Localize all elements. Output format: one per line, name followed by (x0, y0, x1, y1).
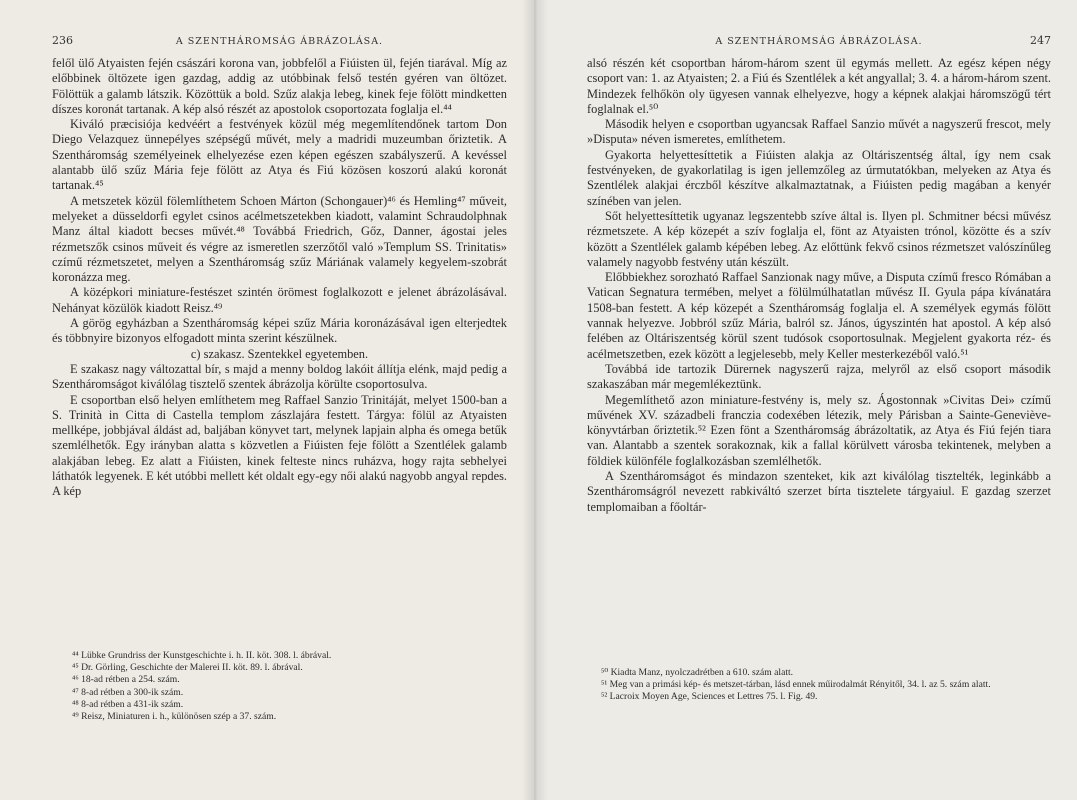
paragraph: Előbbiekhez sorozható Raffael Sanzionak nagy műve, a Disputa czímű fresco Rómában a Vatican Segnatura termében, melyet a fölülmúlhatatlan művész II. Gyula pápa kívánatára 1508-ban festett. A kép közepét a Szentháromság foglalja el. A személyek egymás fölött vannak helyezve. Jobbról szűz Mária, balról sz. János, úgyszintén hat apostol. A kép alsó felében az Oltáriszentség körül szent tudósok csoportosulnak. Megjelent gyakorta réz- és acélmetszetben, ezek között a legjelesebb, mely Keller mesterkezéből való.⁵¹ (587, 270, 1051, 361)
footnote: ⁵⁰ Kiadta Manz, nyolczadrétben a 610. szám alatt. (601, 667, 794, 678)
paragraph: Továbbá ide tartozik Dürernek nagyszerű rajza, melyről az első csoport második szakaszában már megemlékeztünk. (587, 361, 1051, 392)
footnote: ⁵² Lacroix Moyen Age, Sciences et Lettres 75. l. Fig. 49. (601, 691, 818, 703)
paragraph: A Szentháromságot és mindazon szenteket, kik azt kiválólag tisztelték, leginkább a Szentháromságról nevezett rabkiváltó szerzet bírta tisztelete tárgyaiul. E gazdag szerzet templomaiban a főoltár- (587, 469, 1051, 514)
paragraph: Második helyen e csoportban ugyancsak Raffael Sanzio művét a nagyszerű frescot, mely »Disputa» néven ismeretes, említhetem. (587, 117, 1051, 147)
paragraph: A metszetek közül fölemlíthetem Schoen Márton (Schongauer)⁴⁶ és Hemling⁴⁷ műveit, melyeket a düsseldorfi egylet csinos acélmetszetekben kiadott, valamint Schraudolphnak Manz által kiadott becses művét.⁴⁸ Továbbá Friedrich, Gőz, Danner, ágostai jeles rézmetszők csinos műveit és végre az ismeretlen szerzőtől való »Templum SS. Trinitatis» czímű rézmetszetet, melyen a Szentháromság szűz Máriának valamely kegyelem-szobrát koronázza meg. (52, 193, 507, 285)
paragraph: Gyakorta helyettesíttetik a Fiúisten alakja az Oltáriszentség által, így nem csak festvényeken, de gyakorlatilag is igen jellemzőleg az úrmutatókban, melyeken az Atya és Szentlélek alakjai érczből készítve alkalmaztatnak, a Fiúisten pedig magában a kenyér színében van jelen. (587, 147, 1051, 208)
footnote: ⁴⁹ Reisz, Miniaturen i. h., különösen szép a 37. szám. (72, 711, 277, 723)
footnote: ⁴⁵ Dr. Görling, Geschichte der Malerei II. köt. 89. l. ábrával. (72, 662, 303, 674)
footnote: ⁴⁷ 8-ad rétben a 300-ik szám. (72, 686, 184, 698)
footnote: ⁴⁸ 8-ad rétben a 431-ik szám. (72, 698, 184, 710)
footnote: ⁴⁶ 18-ad rétben a 254. szám. (72, 674, 180, 686)
book-gutter (522, 0, 548, 800)
left-footnotes (0, 650, 535, 723)
paragraph: Megemlíthető azon miniature-festvény is, mely sz. Ágostonnak »Civitas Dei» czímű művének XV. századbeli franczia codexében létezik, mely Párisban a Sainte-Geneviève-könyvtárban őriztetik.⁵² Ezen fönt a Szentháromság ábrázoltatik, az Atya és Fiú fején tiara van. Alantabb a szentek sorakoznak, kik a fallal körülvett városba tekintenek, melyben a földiek különféle foglalkozásban szemlélhetők. (587, 392, 1051, 468)
right-page-body (587, 56, 1051, 515)
right-running-head: A SZENTHÁROMSÁG ÁBRÁZOLÁSA. (715, 36, 923, 47)
right-page (535, 0, 1077, 800)
paragraph: felől ülő Atyaisten fején császári korona van, jobbfelől a Fiúisten ül, fején tiarával. Míg az előbbinek öltözete igen gazdag, addig az utóbbinak felső testén gyéren van öltözet. Fölöttük a galamb látszik. Közöttük a bold. Szűz alakja lebeg, kinek feje fölött mindketten díszes koronát tartanak. A kép alsó részét az apostolok csoportozata foglalja el.⁴⁴ (52, 56, 507, 116)
paragraph: E szakasz nagy változattal bír, s majd a menny boldog lakóit állítja elénk, majd pedig a Szentháromságot kiválólag tisztelő szentek ábrázolja körülte csoportosulva. (52, 361, 507, 392)
right-page-header (587, 36, 1051, 56)
left-page-body (52, 56, 507, 500)
left-page-header (52, 36, 507, 56)
left-page (0, 0, 535, 800)
paragraph: alsó részén két csoportban három-három szent ül egymás mellett. Az egész képen négy csoport van: 1. az Atyaisten; 2. a Fiú és Szentlélek a két angyallal; 3. 4. a három-három szent. Mindezek felhőkön oly ügyesen vannak elhelyezve, hogy a képnek alakjai háromszögű tért foglalnak el.⁵⁰ (587, 56, 1051, 116)
paragraph: Sőt helyettesíttetik ugyanaz legszentebb szíve által is. Ilyen pl. Schmitner bécsi művész rézmetszete. A kép közepét a szív foglalja el, fönt az Atyaisten trónol, közötte és a szív között a Szentlélek galamb képében lebeg. Az előttünk fekvő csinos rézmetszet valószínűleg valamely nagyobb festvény után készült. (587, 208, 1051, 269)
right-footnotes (535, 667, 1077, 704)
left-page-number: 236 (52, 34, 73, 47)
right-page-number: 247 (1030, 34, 1051, 47)
paragraph: A görög egyházban a Szentháromság képei szűz Mária koronázásával igen elterjedtek és többnyire bizonyos elfogadott minta szerint készülnek. (52, 316, 507, 346)
footnote: ⁵¹ Meg van a primási kép- és metszet-tárban, lásd ennek műirodalmát Rényitől, 34. l. az 5. szám alatt. (601, 679, 991, 691)
paragraph: A középkori miniature-festészet szintén örömest foglalkozott e jelenet ábrázolásával. Nehányat közülök kiadott Reisz.⁴⁹ (52, 285, 507, 315)
footnote: ⁴⁴ Lübke Grundriss der Kunstgeschichte i. h. II. köt. 308. l. ábrával. (72, 650, 332, 661)
left-running-head: A SZENTHÁROMSÁG ÁBRÁZOLÁSA. (175, 36, 384, 47)
section-heading: c) szakasz. Szentekkel egyetemben. (190, 346, 369, 361)
paragraph: Kiváló præcisiója kedvéért a festvények közül még megemlítendőnek tartom Don Diego Velazquez ünnepélyes szépségű művét, mely a madridi muzeumban őriztetik. A Szentháromság személyeinek elhelyezése ezen képen egészen szabályszerű. A kevéssel alantabb ülő szűz Mária feje fölött az Atya és Fiú közösen koszorú alakú koronát tartanak.⁴⁵ (52, 117, 507, 193)
paragraph: E csoportban első helyen említhetem meg Raffael Sanzio Trinitáját, melyet 1500-ban a S. Trinità in Citta di Castella templom zászlajára festett. Tárgya: fölül az Atyaisten mellképe, jobbjával áldást ad, baljában könyvet tart, melynek lapjain alpha és omega betűk szemlélhetők. Egy irányban alatta s közvetlen a Fiúisten feje fölött a Szentlélek galamb alakjában lebeg. Ez alatt a Fiúisten, kinek felteste nincs ruházva, hogy rajta sebhelyei láthatók legyenek. E két utóbbi mellett két oldalt egy-egy női alakú nagyobb angyal repdes. A kép (52, 392, 507, 499)
